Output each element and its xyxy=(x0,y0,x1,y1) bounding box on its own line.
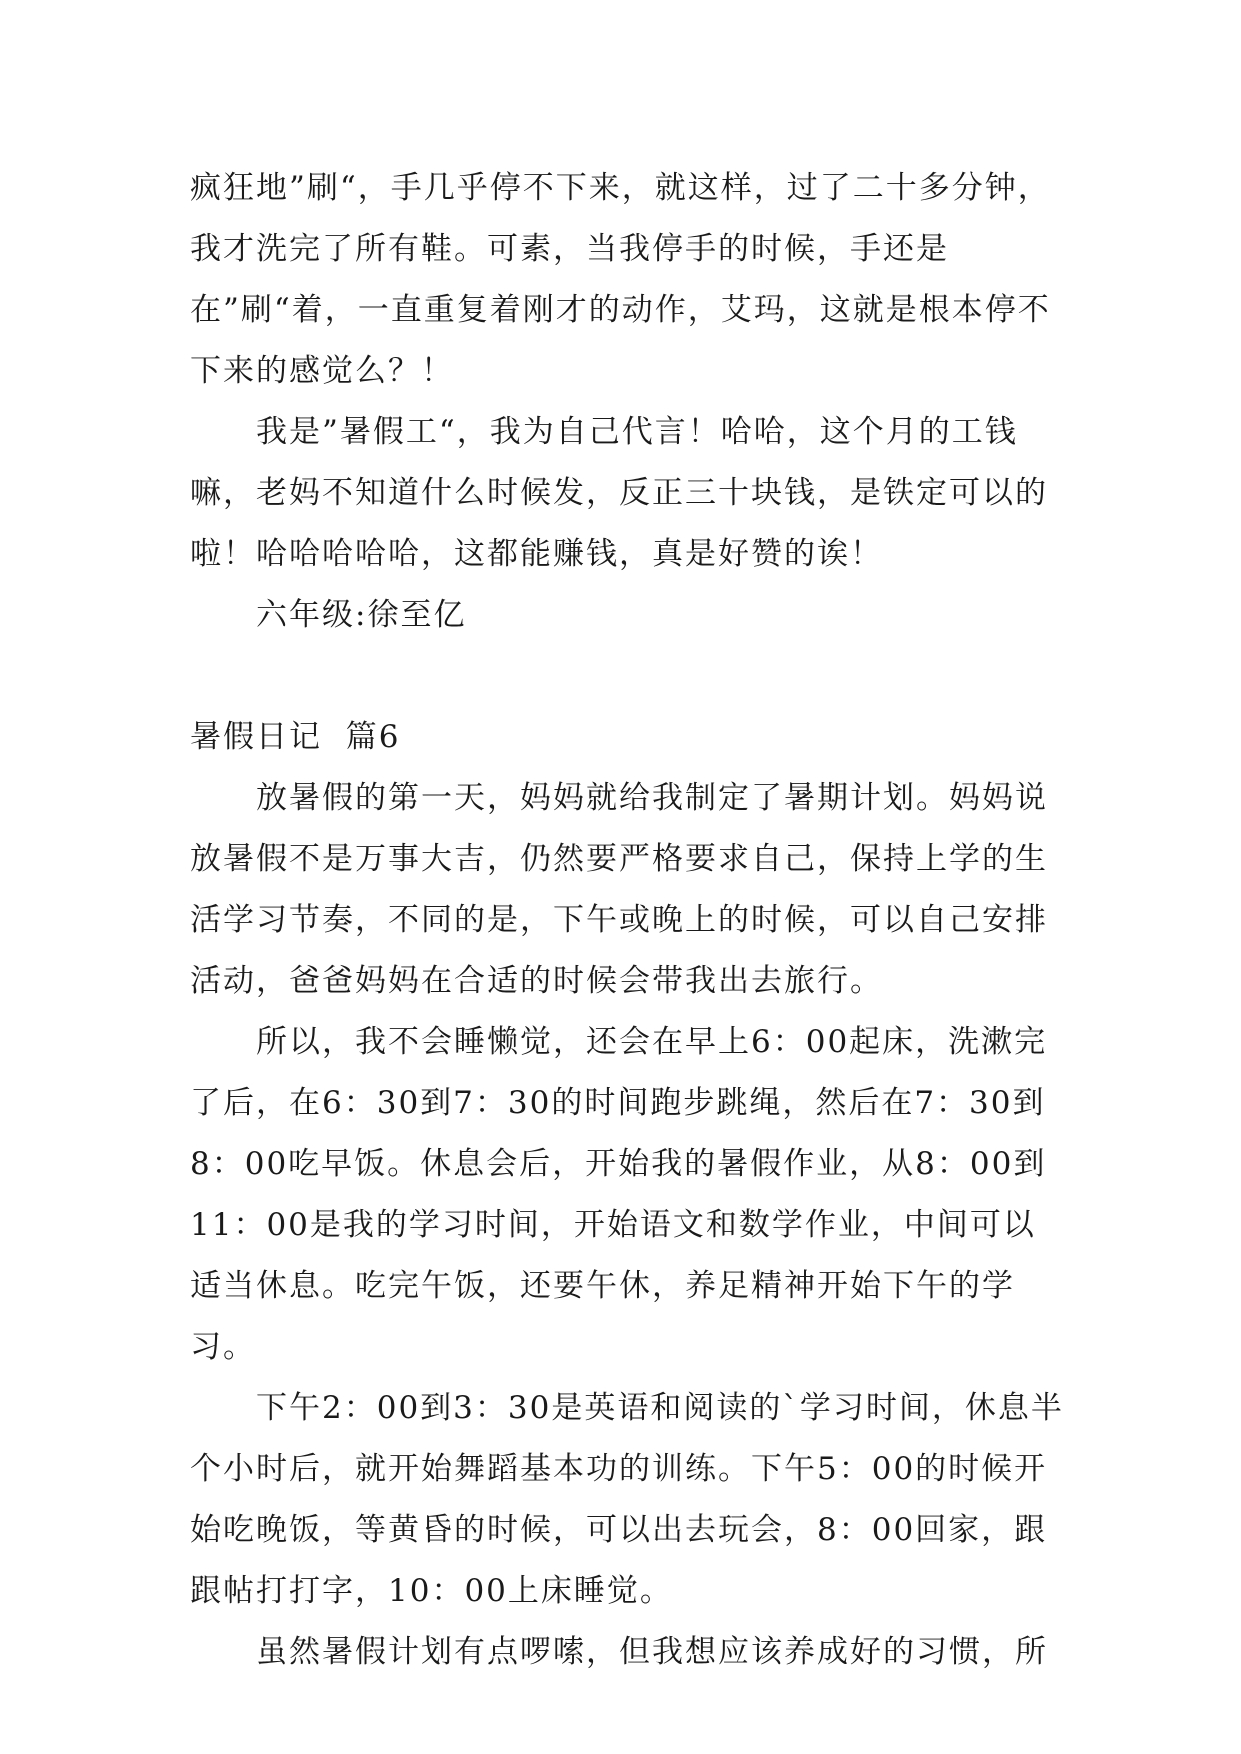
section-title: 暑假日记 篇6 xyxy=(190,719,401,755)
continued-paragraph: 疯狂地”刷“，手几乎停不下来，就这样，过了二十多分钟，我才洗完了所有鞋。可素，当我停手的时候，手还是在”刷“着，一直重复着刚才的动作，艾玛，这就是根本停不下来的感觉么？！ xyxy=(190,170,1051,389)
section-paragraph-1: 放暑假的第一天，妈妈就给我制定了暑期计划。妈妈说放暑假不是万事大吉，仍然要严格要求自己，保持上学的生活学习节奏，不同的是，下午或晚上的时候，可以自己安排活动，爸爸妈妈在合适的时候会带我出去旅行。 xyxy=(190,780,1048,999)
section-spacer xyxy=(190,646,1065,707)
document-body xyxy=(190,158,1065,1683)
signature: 六年级:徐至亿 xyxy=(256,597,467,633)
section-paragraph-4: 虽然暑假计划有点啰嗦，但我想应该养成好的习惯，所 xyxy=(256,1634,1048,1670)
paragraph-wage: 我是”暑假工“，我为自己代言！哈哈，这个月的工钱嘛，老妈不知道什么时候发，反正三十块钱，是铁定可以的啦！哈哈哈哈哈，这都能赚钱，真是好赞的诶！ xyxy=(190,414,1048,572)
section-paragraph-2: 所以，我不会睡懒觉，还会在早上6：00起床，洗漱完了后，在6：30到7：30的时间跑步跳绳，然后在7：30到8：00吃早饭。休息会后，开始我的暑假作业，从8：00到11：00是我的学习时间，开始语文和数学作业，中间可以适当休息。吃完午饭，还要午休，养足精神开始下午的学习。 xyxy=(190,1024,1048,1365)
section-paragraph-3: 下午2：00到3：30是英语和阅读的`学习时间，休息半个小时后，就开始舞蹈基本功的训练。下午5：00的时候开始吃晚饭，等黄昏的时候，可以出去玩会，8：00回家，跟跟帖打打字，10：00上床睡觉。 xyxy=(190,1390,1064,1609)
